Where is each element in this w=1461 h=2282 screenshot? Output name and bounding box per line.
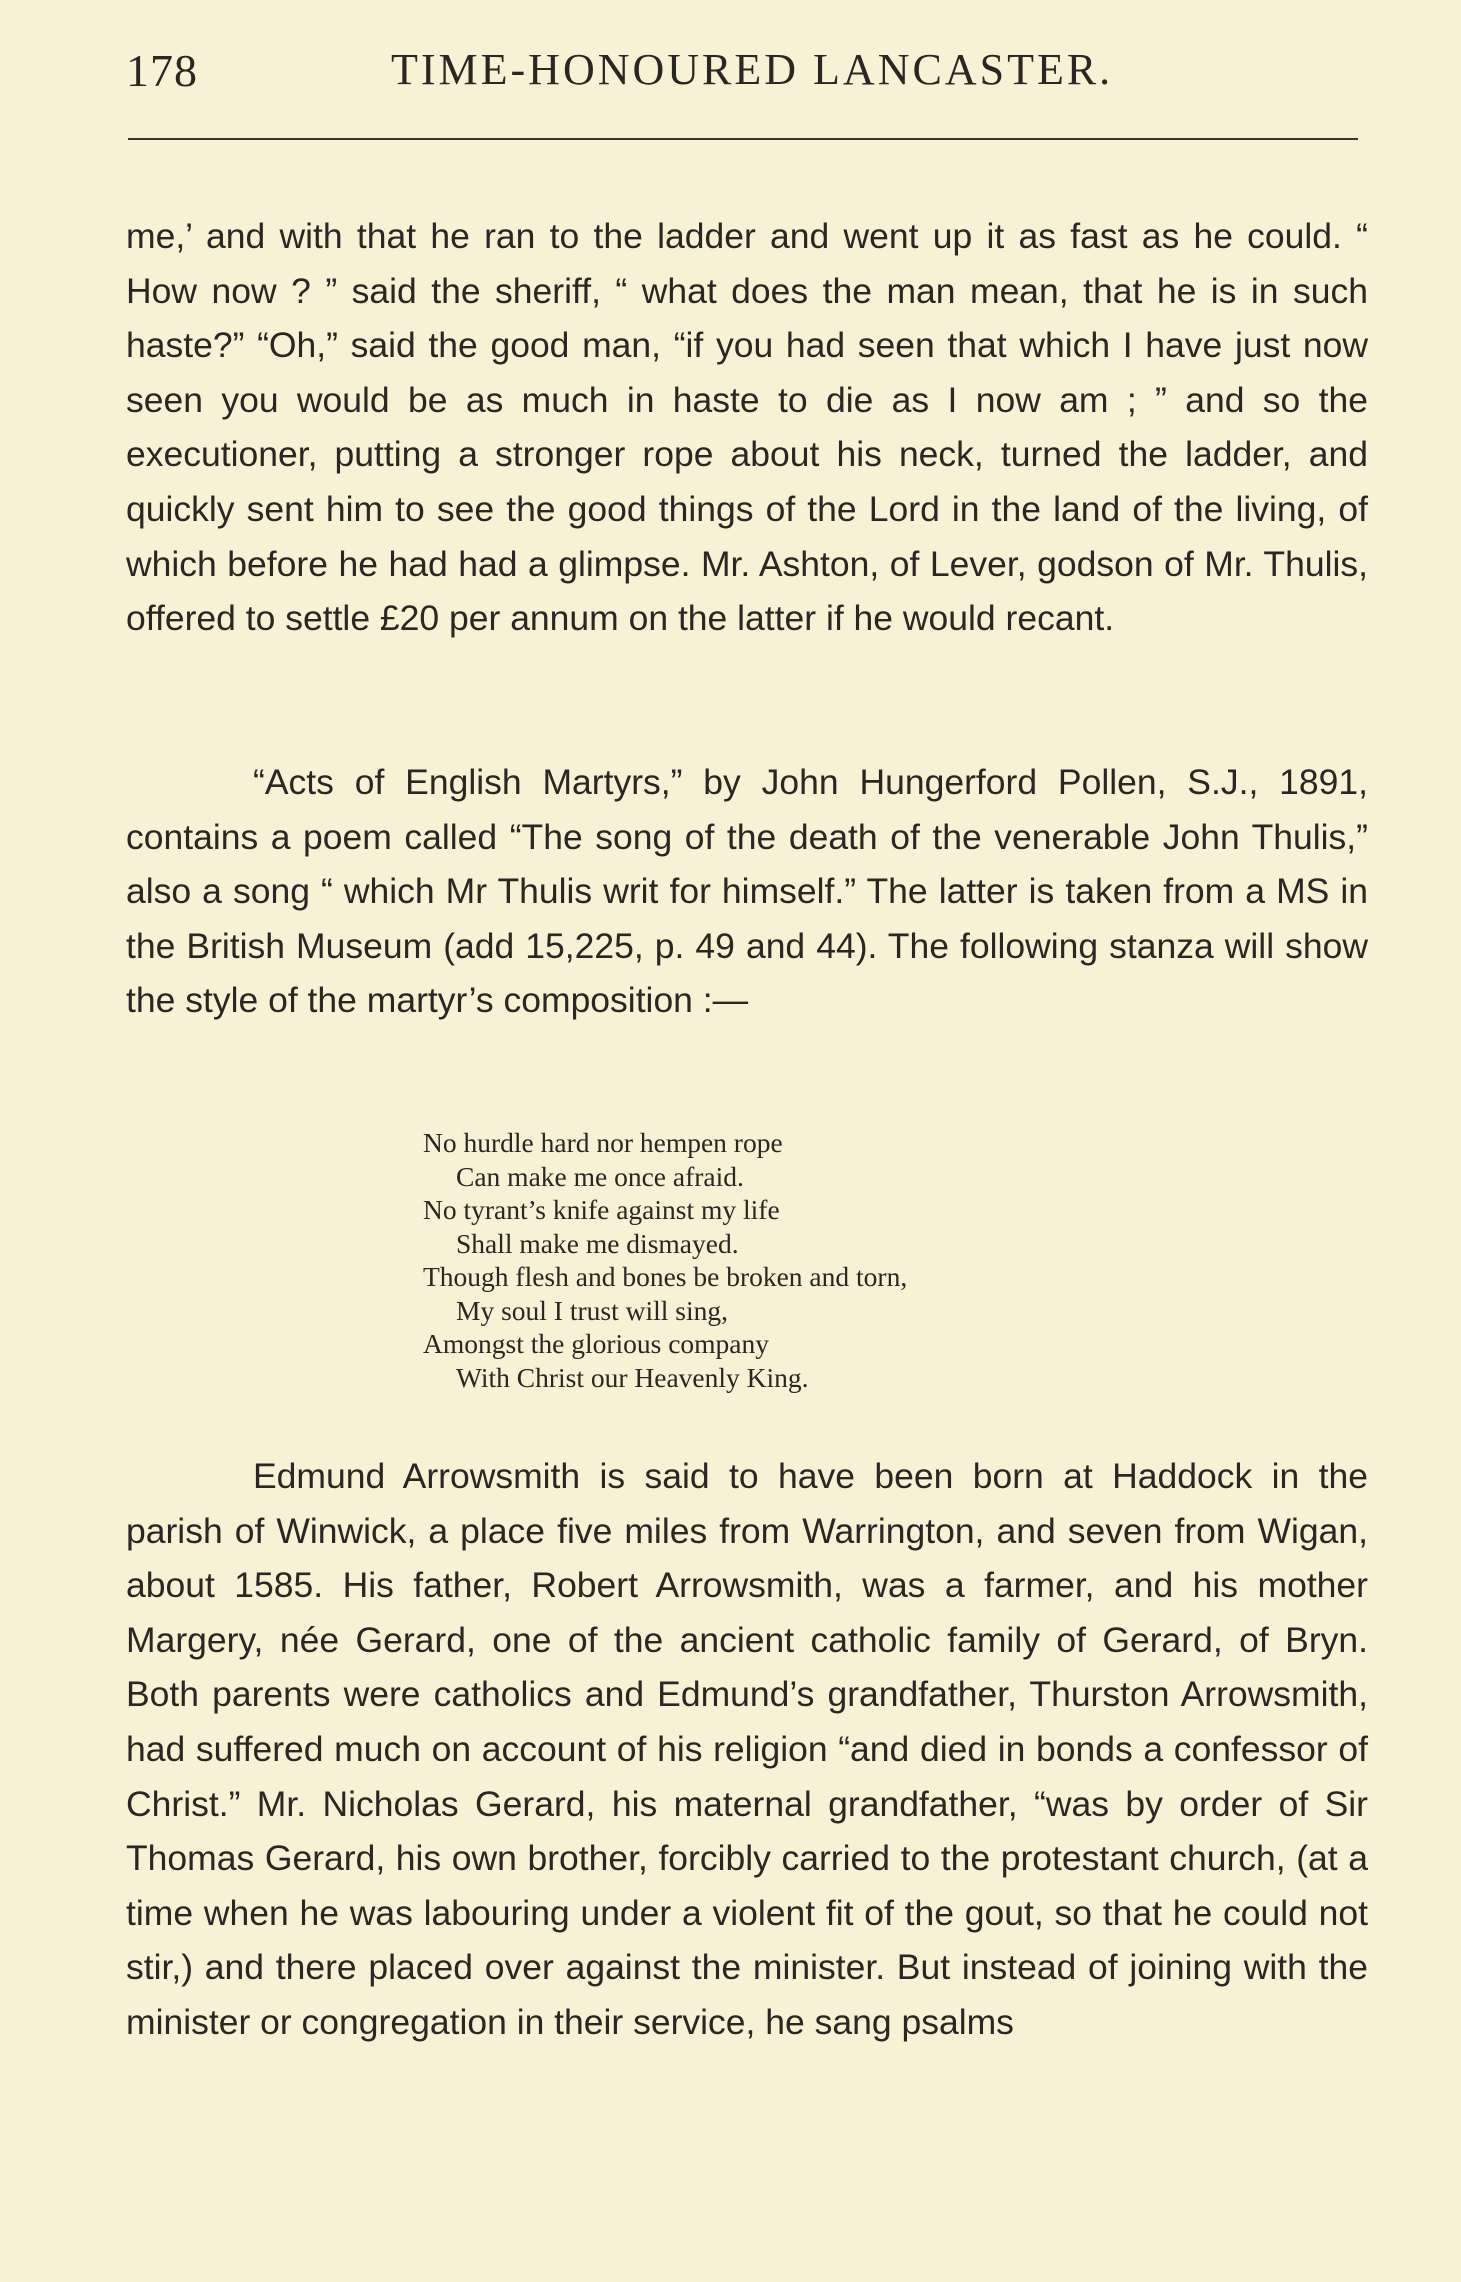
paragraph-acts-of-english-martyrs: “Acts of English Martyrs,” by John Hungerford Pollen, S.J., 1891, contains a poem called “The song of the death of the venerable John Thulis,” also a song “ which Mr Thulis writ for himself.” The latter is taken from a MS in the British Museum (add 15,225, p. 49 and 44). The following stanza will show the style of the martyr’s composition :— xyxy=(126,762,1368,1021)
verse-line: With Christ our Heavenly King. xyxy=(456,1361,809,1393)
verse-stanza xyxy=(423,1126,907,1394)
verse-line: Amongst the glorious company xyxy=(423,1328,770,1359)
verse-line: Though flesh and bones be broken and torn, xyxy=(423,1261,908,1292)
verse-line: No hurdle hard nor hempen rope xyxy=(423,1127,783,1158)
verse-line: My soul I trust will sing, xyxy=(456,1294,728,1326)
page-header xyxy=(126,44,1356,104)
page-number: 178 xyxy=(126,45,198,96)
paragraph-edmund-arrowsmith: Edmund Arrowsmith is said to have been born at Haddock in the parish of Winwick, a place five miles from Warrington, and seven from Wigan, about 1585. His father, Robert Arrowsmith, was a farmer, and his mother Margery, née Gerard, one of the ancient catholic family of Gerard, of Bryn. Both parents were catholics and Edmund’s grandfather, Thurston Arrowsmith, had suffered much on account of his religion “and died in bonds a confessor of Christ.” Mr. Nicholas Gerard, his maternal grandfather, “was by order of Sir Thomas Gerard, his own brother, forcibly carried to the protestant church, (at a time when he was labouring under a violent fit of the gout, so that he could not stir,) and there placed over against the minister. But instead of joining with the minister or congregation in their service, he sang psalms xyxy=(126,1456,1368,2042)
verse-line: No tyrant’s knife against my life xyxy=(423,1194,780,1225)
paragraph-thulis-execution: me,’ and with that he ran to the ladder and went up it as fast as he could. “ How now ? ” said the sheriff, “ what does the man mean, that he is in such haste?” “Oh,” said the good man, “if you had seen that which I have just now seen you would be as much in haste to die as I now am ; ” and so the executioner, putting a stronger rope about his neck, turned the ladder, and quickly sent him to see the good things of the Lord in the land of the living, of which before he had had a glimpse. Mr. Ashton, of Lever, godson of Mr. Thulis, offered to settle £20 per annum on the latter if he would recant. xyxy=(126,216,1368,639)
verse-line: Can make me once afraid. xyxy=(456,1160,744,1192)
verse-line: Shall make me dismayed. xyxy=(456,1227,739,1259)
running-title: TIME-HONOURED LANCASTER. xyxy=(391,45,1114,94)
header-rule xyxy=(128,138,1358,140)
